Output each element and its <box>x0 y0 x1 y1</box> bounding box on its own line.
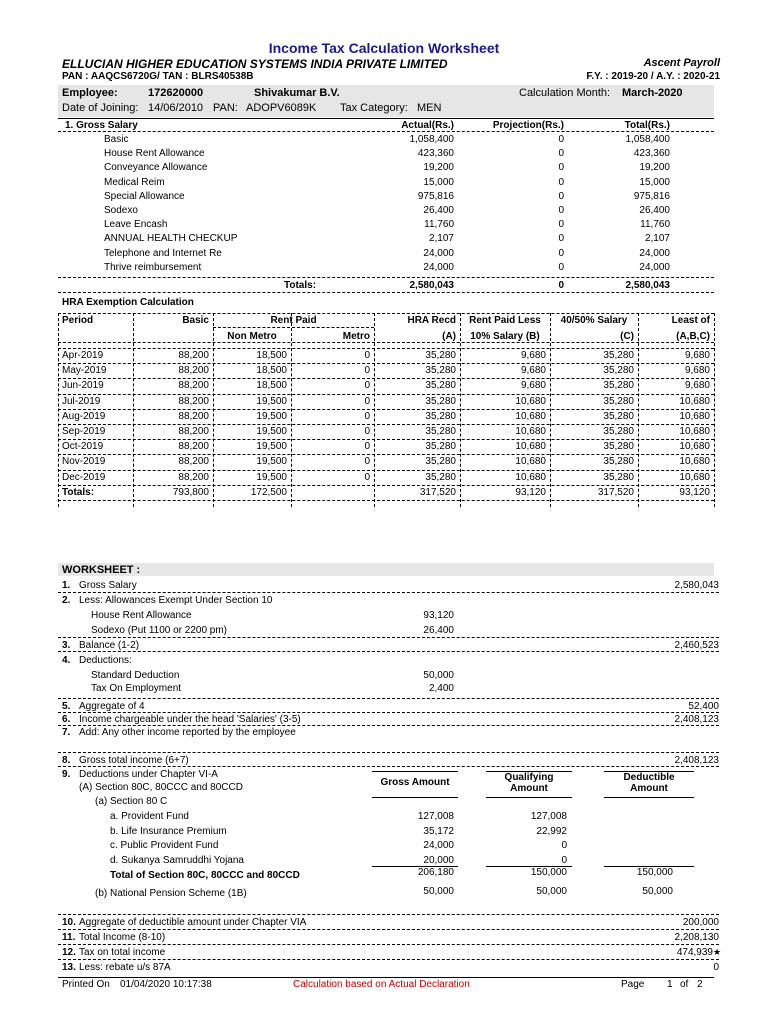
h-deductible-amount: Amount <box>630 783 668 794</box>
worksheet-value: 52,400 <box>688 701 719 712</box>
gross-item-actual: 24,000 <box>423 247 454 259</box>
gross-item-name: Sodexo <box>104 205 138 216</box>
hra-cell-least: 10,680 <box>679 471 710 483</box>
worksheet-line-text: Gross Salary <box>79 580 137 591</box>
gross-item-actual: 423,360 <box>417 148 454 160</box>
total-80c-deductible: 150,000 <box>636 867 673 878</box>
hra-cell-rent-less: 93,120 <box>515 486 546 498</box>
page-label: Page <box>621 979 645 990</box>
doj-label: Date of Joining: <box>62 102 139 114</box>
worksheet-line-text: Aggregate of deductible amount under Chapter VIA <box>79 917 307 928</box>
rule-line <box>58 424 714 425</box>
hra-title: HRA Exemption Calculation <box>62 297 194 308</box>
rule-line <box>58 500 714 501</box>
hra-cell-rent-less: 10,680 <box>515 441 546 453</box>
rule-line <box>58 348 714 349</box>
gross-item-total: 19,200 <box>639 162 670 174</box>
rule-line <box>58 944 719 945</box>
gross-item-projection: 0 <box>558 261 564 273</box>
hra-cell-metro: 0 <box>364 380 370 392</box>
hra-cell-basic: 88,200 <box>178 350 209 361</box>
gross-item-actual: 26,400 <box>423 205 454 216</box>
rule-line <box>58 454 714 455</box>
sodexo-label: Sodexo (Put 1100 or 2200 pm) <box>91 625 228 636</box>
hra-h-abc: (A,B,C) <box>676 331 710 342</box>
gross-item-projection: 0 <box>558 233 564 245</box>
worksheet-line-number: 10. <box>62 917 76 928</box>
deduction-item-gross: 24,000 <box>423 840 454 851</box>
hra-cell-hra-recd: 35,280 <box>425 365 456 377</box>
worksheet-line-text: Aggregate of 4 <box>79 701 145 712</box>
gross-item-name: Thrive reimbursement <box>104 261 202 273</box>
gross-item-name: Special Allowance <box>104 190 185 202</box>
hra-cell-rent-less: 10,680 <box>515 410 546 422</box>
hra-cell-metro: 0 <box>364 410 370 422</box>
deduction-item-name: b. Life Insurance Premium <box>110 825 227 837</box>
pan-tan: PAN : AAQCS6720G/ TAN : BLRS40538B <box>62 71 254 82</box>
worksheet-value: 2,580,043 <box>674 580 719 591</box>
col-actual: Actual(Rs.) <box>401 120 454 131</box>
hra-cell-metro: 0 <box>364 426 370 437</box>
gross-item-projection: 0 <box>558 176 564 188</box>
hra-cell-basic: 88,200 <box>178 410 209 422</box>
deduction-item-gross: 127,008 <box>417 811 454 822</box>
hra-cell-least: 10,680 <box>679 441 710 453</box>
worksheet-band <box>58 563 714 576</box>
worksheet-value: 93,120 <box>423 610 454 621</box>
hra-cell-rent-less: 10,680 <box>515 471 546 483</box>
hra-cell-hra-recd: 35,280 <box>425 380 456 392</box>
hra-cell-non-metro: 19,500 <box>256 441 287 453</box>
rule-line <box>58 470 714 471</box>
worksheet-line-number: 12. <box>62 947 76 958</box>
hra-cell-4050: 35,280 <box>603 456 634 468</box>
rule-line <box>58 752 719 753</box>
rule-line <box>372 797 458 798</box>
hra-h-rent-less: Rent Paid Less <box>469 315 541 326</box>
worksheet-value: 200,000 <box>682 917 719 928</box>
hra-h-c: (C) <box>620 331 634 342</box>
worksheet-line-number: 3. <box>62 640 71 651</box>
hra-h-4050: 40/50% Salary <box>560 315 628 326</box>
hra-cell-rent-less: 9,680 <box>520 380 546 392</box>
printed-on-label: Printed On <box>62 979 110 990</box>
hra-cell-hra-recd: 317,520 <box>419 486 456 498</box>
hra-cell-4050: 35,280 <box>603 350 634 361</box>
hra-cell-hra-recd: 35,280 <box>425 410 456 422</box>
rule-line <box>213 327 374 328</box>
rule-line <box>58 409 714 410</box>
hra-cell-4050: 35,280 <box>603 426 634 437</box>
worksheet-line-number: 2. <box>62 595 71 606</box>
gross-item-name: ANNUAL HEALTH CHECKUP <box>104 233 238 245</box>
hra-cell-rent-less: 9,680 <box>520 350 546 361</box>
worksheet-line-text: Less: rebate u/s 87A <box>79 962 171 973</box>
rule-line <box>486 797 572 798</box>
hra-cell-non-metro: 19,500 <box>256 456 287 468</box>
calc-month: March-2020 <box>622 87 683 99</box>
gross-item-actual: 975,816 <box>417 190 454 202</box>
section-80c-heading: (A) Section 80C, 80CCC and 80CCD <box>79 782 243 793</box>
page-total: 2 <box>697 979 703 990</box>
rule-line <box>372 771 458 772</box>
gross-total-total: 2,580,043 <box>625 280 670 291</box>
gross-item-total: 24,000 <box>639 247 670 259</box>
hra-cell-basic: 88,200 <box>178 365 209 377</box>
hra-cell-non-metro: 19,500 <box>256 426 287 437</box>
gross-item-projection: 0 <box>558 247 564 259</box>
hra-cell-least: 93,120 <box>679 486 710 498</box>
gross-item-actual: 24,000 <box>423 261 454 273</box>
gross-item-projection: 0 <box>558 148 564 160</box>
hra-cell-basic: 793,800 <box>172 486 209 498</box>
hra-cell-basic: 88,200 <box>178 426 209 437</box>
doj: 14/06/2010 <box>148 102 204 114</box>
gross-item-name: House Rent Allowance <box>104 148 205 160</box>
hra-cell-period: Aug-2019 <box>62 410 106 422</box>
asterisk-icon: ★ <box>713 947 722 957</box>
hra-cell-non-metro: 18,500 <box>256 350 287 361</box>
gross-item-total: 975,816 <box>633 190 670 202</box>
gross-totals-label: Totals: <box>284 280 317 291</box>
rule-line <box>58 651 719 652</box>
hra-cell-hra-recd: 35,280 <box>425 456 456 468</box>
rule-line <box>58 766 719 767</box>
hra-cell-hra-recd: 35,280 <box>425 426 456 437</box>
deduction-item-qualifying: 22,992 <box>536 825 567 837</box>
rule-line <box>58 725 719 726</box>
tax-category: MEN <box>417 102 442 114</box>
worksheet-value: 2,408,123 <box>674 755 719 766</box>
worksheet-value: 50,000 <box>423 670 454 681</box>
hra-cell-metro: 0 <box>364 350 370 361</box>
worksheet-line-number: 6. <box>62 714 71 725</box>
hra-cell-period: Dec-2019 <box>62 471 106 483</box>
hra-cell-non-metro: 172,500 <box>250 486 287 498</box>
gross-item-name: Conveyance Allowance <box>104 162 208 174</box>
worksheet-line-text: Deductions: <box>79 655 132 666</box>
worksheet-line-number: 8. <box>62 755 71 766</box>
rule-line <box>58 485 714 486</box>
product-name: Ascent Payroll <box>643 57 720 69</box>
deduction-item-gross: 20,000 <box>423 854 454 866</box>
hra-cell-4050: 35,280 <box>603 410 634 422</box>
hra-h-metro: Metro <box>342 331 370 342</box>
gross-item-actual: 19,200 <box>423 162 454 174</box>
hra-cell-period: Oct-2019 <box>62 441 104 453</box>
nps-deductible: 50,000 <box>642 886 673 897</box>
hra-cell-rent-less: 10,680 <box>515 426 546 437</box>
rule-line <box>58 394 714 395</box>
worksheet-line-number: 11. <box>62 932 76 943</box>
hra-h-a: (A) <box>442 331 456 342</box>
hra-cell-hra-recd: 35,280 <box>425 441 456 453</box>
rule-line <box>58 439 714 440</box>
page-of: of <box>680 979 689 990</box>
hra-h-period: Period <box>62 315 94 326</box>
hra-cell-metro: 0 <box>364 365 370 377</box>
worksheet-line-number: 9. <box>62 769 71 780</box>
hra-cell-basic: 88,200 <box>178 380 209 392</box>
printed-on: 01/04/2020 10:17:38 <box>120 979 212 990</box>
hra-cell-non-metro: 18,500 <box>256 380 287 392</box>
hra-cell-non-metro: 19,500 <box>256 395 287 407</box>
deduction-item-qualifying: 127,008 <box>530 811 567 822</box>
hra-cell-hra-recd: 35,280 <box>425 471 456 483</box>
worksheet-value: 2,460,523 <box>674 640 719 651</box>
page-title: Income Tax Calculation Worksheet <box>268 40 500 56</box>
hra-cell-basic: 88,200 <box>178 441 209 453</box>
rule-line <box>58 592 719 593</box>
worksheet-line-number: 5. <box>62 701 71 712</box>
hra-cell-hra-recd: 35,280 <box>425 350 456 361</box>
hra-cell-4050: 35,280 <box>603 395 634 407</box>
worksheet-value: 26,400 <box>423 625 454 636</box>
gross-item-total: 15,000 <box>639 176 670 188</box>
gross-item-total: 2,107 <box>644 233 670 245</box>
hra-cell-period: Jun-2019 <box>62 380 104 392</box>
employee-id: 172620000 <box>148 87 204 99</box>
deduction-item-qualifying: 0 <box>561 840 567 851</box>
worksheet-line-number: 1. <box>62 580 71 591</box>
gross-item-total: 26,400 <box>639 205 670 216</box>
rule-line <box>58 712 719 713</box>
gross-item-total: 423,360 <box>633 148 670 160</box>
worksheet-line-number: 7. <box>62 727 71 738</box>
hra-cell-non-metro: 19,500 <box>256 471 287 483</box>
gross-total-actual: 2,580,043 <box>409 280 454 291</box>
gross-item-name: Medical Reim <box>104 176 165 188</box>
employee-label: Employee: <box>62 87 118 99</box>
tax-on-employment-label: Tax On Employment <box>91 683 182 694</box>
hra-cell-metro: 0 <box>364 395 370 407</box>
rule-line <box>58 914 719 915</box>
worksheet-line-text: Tax on total income <box>79 947 166 958</box>
worksheet-line-text: Deductions under Chapter VI-A <box>79 769 218 780</box>
hra-cell-basic: 88,200 <box>178 471 209 483</box>
gross-item-total: 1,058,400 <box>625 134 670 145</box>
pan-value: ADOPV6089K <box>246 102 317 114</box>
hra-cell-metro: 0 <box>364 471 370 483</box>
worksheet-line-text: Income chargeable under the head 'Salaries' (3-5) <box>79 714 301 725</box>
hra-cell-4050: 35,280 <box>603 441 634 453</box>
hra-cell-rent-less: 9,680 <box>520 365 546 377</box>
nps-gross: 50,000 <box>423 886 454 897</box>
rule-line <box>604 797 694 798</box>
hra-cell-4050: 35,280 <box>603 471 634 483</box>
hra-cell-period: Sep-2019 <box>62 426 106 437</box>
hra-h-least: Least of <box>671 315 710 326</box>
hra-cell-period: Totals: <box>62 486 95 498</box>
worksheet-value: 2,408,123 <box>674 714 719 725</box>
col-projection: Projection(Rs.) <box>492 120 564 131</box>
worksheet-value: 2,400 <box>428 683 454 694</box>
hra-cell-basic: 88,200 <box>178 395 209 407</box>
h-gross-amount: Gross Amount <box>380 777 450 788</box>
hra-cell-least: 10,680 <box>679 426 710 437</box>
total-80c-label: Total of Section 80C, 80CCC and 80CCD <box>110 870 300 881</box>
nps-qualifying: 50,000 <box>536 886 567 897</box>
hra-cell-least: 10,680 <box>679 410 710 422</box>
hra-h-rent-less-b: 10% Salary (B) <box>470 331 540 342</box>
gross-total-projection: 0 <box>558 280 564 291</box>
rule-line <box>58 342 714 343</box>
rule-line <box>58 313 714 314</box>
worksheet-line-number: 4. <box>62 655 71 666</box>
calc-month-label: Calculation Month: <box>519 87 611 99</box>
deduction-item-name: d. Sukanya Samruddhi Yojana <box>110 854 244 866</box>
rule-line <box>58 698 719 699</box>
h-deductible: Deductible <box>623 772 675 783</box>
page-number: 1 <box>667 979 673 990</box>
employee-name: Shivakumar B.V. <box>254 87 340 99</box>
hra-cell-metro: 0 <box>364 441 370 453</box>
hra-cell-period: Jul-2019 <box>62 395 101 407</box>
hra-cell-non-metro: 19,500 <box>256 410 287 422</box>
gross-item-actual: 2,107 <box>428 233 454 245</box>
hra-cell-least: 10,680 <box>679 456 710 468</box>
gross-item-name: Telephone and Internet Re <box>104 247 222 259</box>
gross-salary-heading: 1. Gross Salary <box>65 120 138 131</box>
nps-label: (b) National Pension Scheme (1B) <box>95 888 247 899</box>
deduction-item-qualifying: 0 <box>561 854 567 866</box>
pan-label: PAN: <box>213 102 238 114</box>
gross-item-projection: 0 <box>558 190 564 202</box>
hra-h-rent-paid: Rent Paid <box>270 315 317 326</box>
hra-cell-period: Apr-2019 <box>62 350 104 361</box>
deduction-item-gross: 35,172 <box>423 825 454 837</box>
worksheet-line-text: Balance (1-2) <box>79 640 140 651</box>
rule-line <box>58 637 719 638</box>
rule-line <box>58 363 714 364</box>
hra-cell-4050: 35,280 <box>603 380 634 392</box>
col-total: Total(Rs.) <box>624 120 670 131</box>
hra-h-basic: Basic <box>182 315 209 326</box>
hra-h-non-metro: Non Metro <box>227 331 277 342</box>
tax-category-label: Tax Category: <box>340 102 408 114</box>
hra-cell-least: 9,680 <box>684 380 710 392</box>
gross-item-actual: 11,760 <box>424 219 454 231</box>
hra-h-hra-recd: HRA Recd <box>407 315 456 326</box>
deduction-item-name: a. Provident Fund <box>110 811 189 822</box>
gross-item-actual: 15,000 <box>423 176 454 188</box>
hra-cell-least: 10,680 <box>679 395 710 407</box>
rule-line <box>714 313 715 507</box>
hra-cell-4050: 317,520 <box>597 486 634 498</box>
financial-year: F.Y. : 2019-20 / A.Y. : 2020-21 <box>586 71 720 82</box>
worksheet-value: 2,208,130 <box>674 932 719 943</box>
gross-item-total: 24,000 <box>639 261 670 273</box>
worksheet-line-text: Less: Allowances Exempt Under Section 10 <box>79 595 273 606</box>
hra-cell-rent-less: 10,680 <box>515 395 546 407</box>
hra-cell-period: May-2019 <box>62 365 107 377</box>
rule-line <box>58 313 59 507</box>
gross-item-projection: 0 <box>558 134 564 145</box>
company-name: ELLUCIAN HIGHER EDUCATION SYSTEMS INDIA PRIVATE LIMITED <box>62 57 448 71</box>
hra-cell-least: 9,680 <box>684 350 710 361</box>
hra-cell-period: Nov-2019 <box>62 456 106 468</box>
hra-cell-4050: 35,280 <box>603 365 634 377</box>
worksheet-value: 474,939 <box>676 947 713 958</box>
hra-cell-least: 9,680 <box>684 365 710 377</box>
rule-line <box>58 929 719 930</box>
worksheet-title: WORKSHEET : <box>62 564 141 576</box>
gross-item-projection: 0 <box>558 205 564 216</box>
calculation-note: Calculation based on Actual Declaration <box>293 979 470 990</box>
rule-line <box>58 378 714 379</box>
gross-item-name: Basic <box>104 134 129 145</box>
worksheet-line-number: 13. <box>62 962 76 973</box>
hra-cell-non-metro: 18,500 <box>256 365 287 377</box>
gross-item-projection: 0 <box>558 219 564 231</box>
worksheet-line-text: Total Income (8-10) <box>79 932 166 943</box>
total-80c-gross: 206,180 <box>417 867 454 878</box>
hra-cell-metro: 0 <box>364 456 370 468</box>
gross-item-name: Leave Encash <box>104 219 168 231</box>
gross-item-projection: 0 <box>558 162 564 174</box>
h-qualifying: Qualifying <box>504 772 554 783</box>
hra-exempt-label: House Rent Allowance <box>91 610 192 621</box>
total-80c-qualifying: 150,000 <box>530 867 567 878</box>
gross-item-total: 11,760 <box>640 219 670 231</box>
gross-item-actual: 1,058,400 <box>409 134 454 145</box>
rule-line <box>58 959 719 960</box>
worksheet-line-text: Add: Any other income reported by the employee <box>79 727 296 738</box>
worksheet-value: 0 <box>713 962 719 973</box>
hra-cell-hra-recd: 35,280 <box>425 395 456 407</box>
section-80c-sub: (a) Section 80 C <box>95 796 168 807</box>
hra-cell-rent-less: 10,680 <box>515 456 546 468</box>
standard-deduction-label: Standard Deduction <box>91 670 180 681</box>
hra-cell-basic: 88,200 <box>178 456 209 468</box>
worksheet-line-text: Gross total income (6+7) <box>79 755 189 766</box>
deduction-item-name: c. Public Provident Fund <box>110 840 219 851</box>
h-qualifying-amount: Amount <box>510 783 548 794</box>
